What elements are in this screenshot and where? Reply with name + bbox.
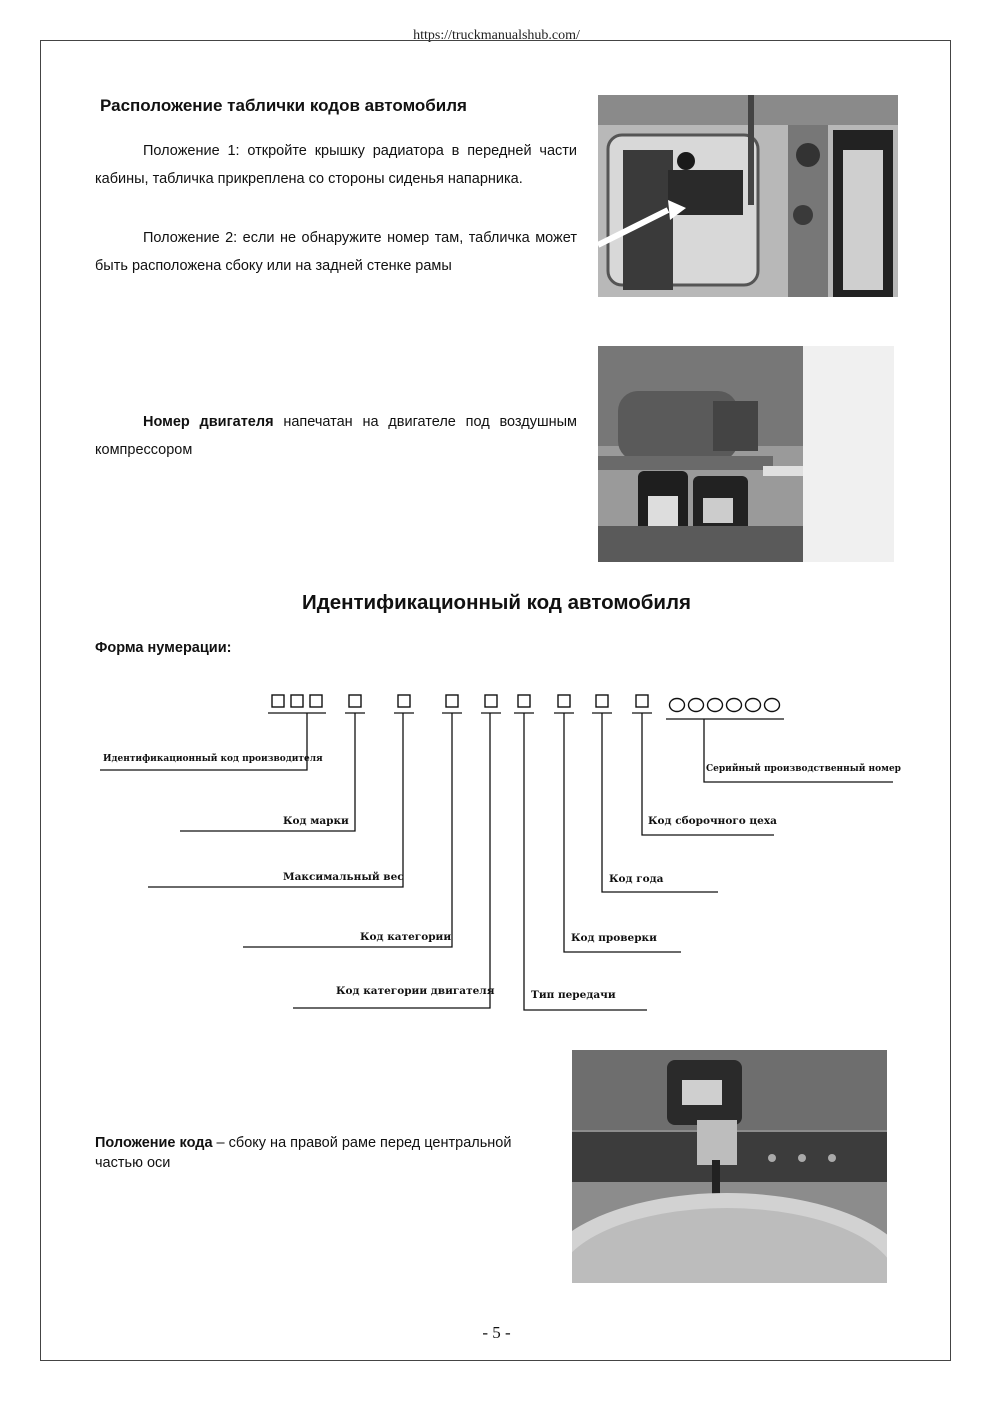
numbering-form-label: Форма нумерации:: [95, 640, 232, 656]
vin-circle-5: [746, 699, 761, 712]
vin-box-9: [558, 695, 570, 707]
vin-circle-2: [689, 699, 704, 712]
position-1-text: Положение 1: откройте крышку радиатора в передней части кабины, табличка прикреплена со стороны сиденья напарника.: [95, 143, 577, 187]
vin-box-5: [398, 695, 410, 707]
cab-plate-photo: [598, 95, 898, 297]
position-2-text: Положение 2: если не обнаружите номер там, табличка может быть расположена сбоку или на задней стенке рамы: [95, 230, 577, 274]
code-position-text: [95, 1133, 515, 1173]
vin-circle-1: [670, 699, 685, 712]
vin-box-3: [310, 695, 322, 707]
label-year-code: Код года: [609, 873, 664, 885]
vin-box-8: [518, 695, 530, 707]
section-title-plate-location: Расположение таблички кодов автомобиля: [100, 96, 467, 115]
vin-circle-3: [708, 699, 723, 712]
vin-diagram: [0, 680, 993, 1020]
vin-circle-4: [727, 699, 742, 712]
vin-box-4: [349, 695, 361, 707]
vin-box-11: [636, 695, 648, 707]
vin-box-2: [291, 695, 303, 707]
vin-box-6: [446, 695, 458, 707]
label-category-code: Код категории: [360, 931, 452, 943]
label-assembly-plant-code: Код сборочного цеха: [648, 815, 777, 827]
label-manufacturer-code: Идентификационный код производителя: [103, 754, 323, 764]
engine-photo: [598, 346, 894, 562]
engine-number-bold: Номер двигателя: [143, 414, 274, 430]
code-position-bold: Положение кода: [95, 1135, 213, 1151]
label-transmission-type: Тип передачи: [531, 989, 616, 1001]
header-url: https://truckmanualshub.com/: [413, 28, 580, 43]
vin-box-7: [485, 695, 497, 707]
label-engine-category-code: Код категории двигателя: [336, 985, 495, 997]
vin-section-title: Идентификационный код автомобиля: [301, 591, 692, 614]
code-position-rest: – сбоку на правой раме перед центральной частью оси: [95, 1135, 512, 1171]
engine-number-rest: напечатан на двигателе под воздушным компрессором: [95, 414, 577, 458]
page-number: - 5 -: [482, 1323, 511, 1342]
label-brand-code: Код марки: [283, 815, 349, 827]
vin-box-1: [272, 695, 284, 707]
label-check-code: Код проверки: [571, 932, 657, 944]
frame-code-photo: [572, 1050, 887, 1283]
vin-box-10: [596, 695, 608, 707]
engine-number-text: [95, 408, 577, 464]
label-max-weight: Максимальный вес: [283, 871, 404, 883]
label-serial-number: Серийный производственный номер: [706, 764, 901, 774]
vin-circle-6: [765, 699, 780, 712]
